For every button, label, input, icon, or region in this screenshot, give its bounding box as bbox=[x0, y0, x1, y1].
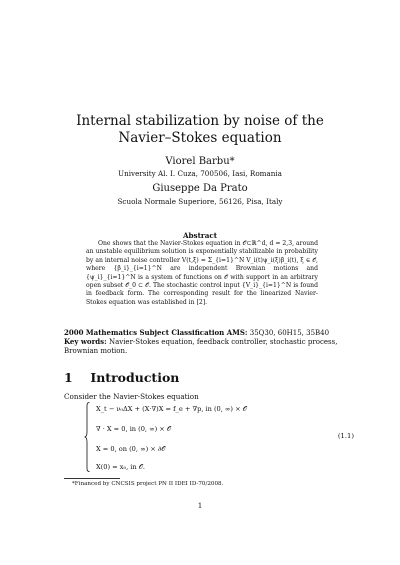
equation-line-1: X_t − ν₀ΔX + (X·∇)X = f_e + ∇p, in (0, ∞) × 𝒪 bbox=[96, 405, 247, 413]
author-1-affiliation: University Al. I. Cuza, 700506, Iasi, Romania bbox=[118, 169, 282, 178]
ams-codes: 35Q30, 60H15, 35B40 bbox=[249, 329, 330, 337]
equation-line-3: X = 0, on (0, ∞) × ∂𝒪 bbox=[96, 445, 166, 453]
title-line-2: Navier–Stokes equation bbox=[118, 130, 282, 146]
page-number: 1 bbox=[197, 501, 203, 510]
keywords bbox=[64, 337, 344, 356]
section-heading bbox=[64, 370, 179, 385]
equation-system bbox=[84, 402, 354, 474]
author-2-name: Giuseppe Da Prato bbox=[152, 183, 248, 194]
left-brace-icon bbox=[84, 402, 90, 472]
section-title: Introduction bbox=[90, 370, 180, 385]
equation-number: (1.1) bbox=[337, 432, 354, 440]
ams-label: 2000 Mathematics Subject Classification AMS: bbox=[64, 328, 248, 337]
paper-title bbox=[50, 113, 350, 147]
footnote: *Financed by CNCSIS project PN II IDEI ID-70/2008. bbox=[72, 481, 224, 487]
abstract-text: One shows that the Navier-Stokes equation in 𝒪⊂ℝ^d, d = 2,3, around an unstable equilibrium solution is exponentially stabilizable in probability by an internal noise controller V(t,ξ) = Σ_{i=1}^N V_i(t)ψ_i(ξ)β̇_i(t), ξ ∈ 𝒪, where {β_i}_{i=1}^N are independent Brownian motions and {ψ_i}_{i=1}^N is a system of functions on 𝒪 with support in an arbitrary open subset 𝒪_0 ⊂ 𝒪. The stochastic control input {V_i}_{i=1}^N is found in feedback form. The corresponding result for the linearized Navier-Stokes equation was established in [2]. bbox=[86, 240, 318, 306]
author-1-name: Viorel Barbu* bbox=[165, 156, 235, 167]
title-line-1: Internal stabilization by noise of the bbox=[76, 113, 324, 129]
equation-line-4: X(0) = x₀, in 𝒪. bbox=[96, 463, 146, 471]
keywords-text: Navier-Stokes equation, feedback controller, stochastic process, Brownian motion. bbox=[64, 338, 338, 355]
footnote-rule bbox=[64, 478, 120, 479]
abstract-heading: Abstract bbox=[182, 231, 218, 240]
author-2-affiliation: Scuola Normale Superiore, 56126, Pisa, Italy bbox=[117, 197, 283, 206]
section-number: 1 bbox=[64, 370, 73, 385]
intro-text: Consider the Navier-Stokes equation bbox=[64, 392, 199, 401]
equation-line-2: ∇ · X = 0, in (0, ∞) × 𝒪 bbox=[96, 425, 172, 433]
keywords-label: Key words: bbox=[64, 337, 107, 346]
